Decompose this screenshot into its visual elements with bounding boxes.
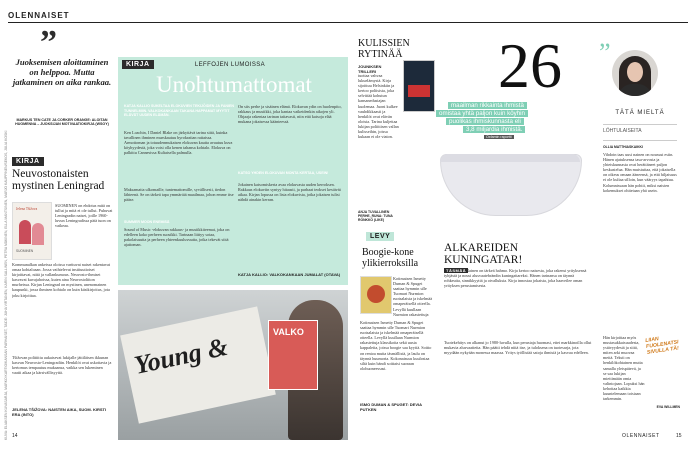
levy-credit: ISMO DUMAN & SPUGET: DEVIA PUTKEN — [360, 402, 422, 412]
underwear-image — [430, 150, 590, 224]
columnist-signoff: EVA WILLMEN — [656, 405, 680, 409]
columnist-section-title: TÄTÄ MIELTÄ — [615, 110, 665, 116]
quote-attribution: MARKUS TEN CATE JA CORKER ORANGE: ALOITAN HUOMENNA – JUOKSIJAN MOTIVAATIOKIRJA (WSOY) — [15, 118, 109, 127]
photo-credit-vertical: KUVA: ELIAKSEN KUVASARJA, MARKO KARTIO/KANSAN PARHAISET, TAIDE: JUHA VIRTANEN, KARIN SALLINEN, PETRA MÄKINEN, ELLA MANTSINEN, MARJO KAUPPINEN/SEKOS, JULIA KOSKI — [4, 130, 8, 440]
underwear-waistband — [440, 154, 580, 162]
main-article-col1b: Maksamatta ulkomaille, tuntemattomille, syvällisesti, tiedon lähteenä. Se on tärkeä tapa ymmärtää maailmaa, johon emme itse pääse. — [124, 187, 234, 203]
album-cover-art — [367, 285, 385, 303]
stat-line-1: maailman rikkainta ihmistä — [448, 102, 527, 109]
columnist-quote-mark: ” — [599, 38, 611, 67]
header-rule — [8, 22, 688, 23]
pull-quote: Juoksemisen aloittaminen on helppoa. Mutta jatkaminen on aika rankaa. — [12, 57, 112, 87]
kulissien-credit: ANJA TUVALLINEN PERHE, RUNA: TUNA RÖNKKÖ (LIKE) — [358, 210, 393, 223]
kirja-tag-left: KIRJA — [12, 157, 44, 166]
main-article-kicker: LEFFOJEN LUMOISSA — [194, 62, 266, 68]
alkareiden-text: Nainen on tärkeä hahmo. Kirja kertoo naisesta, joka rakensi yrityksensä tyhjästä ja nousi alusvaatebrändin kuningattareksi. Hänen tarinansa on täynnä rohkeutta, sinnikkyyttä ja oivalluksia. Kirja innostaa jokaista, joka haaveilee oman yrityksen perustamisesta. — [444, 268, 587, 289]
book-cover-kulissien — [403, 60, 435, 112]
alkareiden-tag: TÄSMÄÄ — [446, 268, 467, 273]
page-number-left: 14 — [12, 433, 18, 439]
stat-number: 26 — [498, 30, 562, 101]
kulissien-text: tuottaa vahvaa lukuelämystä. Kirja sijoittuu Helsinkiin ja kertoo poliisista, joka selvittää kohutun kansanedustajan kuolemaa. Juoni kulkee vauhdikkaasti ja henkilöt ovat elävän oloisia. Tarina kuljettaa lukijan poliittisen vallan kulisseihin, joissa kukaan ei ole viaton. — [358, 73, 399, 140]
main-article-col2-subhead: KATSO YHDEN ELOKUVAN MONTA KERTAA, USEIN! — [238, 171, 329, 175]
columnist-rule-2 — [603, 140, 677, 141]
book-cover-figure-2 — [32, 223, 44, 245]
page-number-right: 15 — [676, 433, 682, 439]
book-cover-subtitle: SUOMINEN — [16, 249, 34, 253]
underwear-shape — [440, 154, 582, 216]
book-cover-figure — [19, 220, 31, 244]
columnist-name: OLLIA MATTHIASKAIKKI — [603, 145, 643, 149]
kulissien-cover-accent — [408, 85, 430, 97]
stat-line-3: puolikas ihmiskunnasta eli — [446, 118, 524, 125]
alkareiden-text-2: Tuotekehitys on alkanut jo 1980-luvulla, kun perustaja huomasi, ettei markkinoilla ollut mukavia alusvaatteita. Hän päätti tehdä niitä itse, ja tuloksena on tuotesarja, jota myydään nykyään monessa maassa. Yritys työllistää satoja ihmisiä ja kasvaa edelleen. — [444, 340, 592, 356]
columnist-face — [627, 62, 643, 82]
main-article-col2: On siis perhe ja sisäinen elämä. Elokuvan ydin on huolenpito, rakkaus ja musiikki, joka kantaa vaikeidenkin aikojen yli. Ohjaaja rakentaa tarinan taitavasti, niin että katsoja elää mukana jokaisessa käänteessä. — [238, 104, 342, 125]
columnist-text-2: Hän kirjoittaa myös mustasukkaisuudesta, ystävyydestä ja siitä, miten arki muovaa meitä. Teksti on henkilökohtainen mutta samalla yleispätevä, ja se saa lukijan miettimään omia valintojaan. Lopuksi hän kehottaa kaikkia kuuntelemaan toisiaan tarkemmin. — [603, 335, 645, 402]
main-article-col2b: Jokainen katsomiskerta avaa elokuvasta uuden kerroksen. Rakkaus elokuviin syntyy hitaasti, ja parhaat teokset kestävät aikaa. Kirjan lopussa on lista elokuvista, jotka jokaisen tulisi nähdä ainakin kerran. — [238, 182, 341, 203]
book-cover-naisten-aika — [12, 202, 52, 260]
main-article-title: Unohtumattomat — [156, 72, 312, 97]
levy-tag: LEVY — [366, 232, 394, 241]
kulissien-sub: JOUNIKSEN TRILLERI — [358, 64, 382, 74]
book-cover-author: Jelena Tšižova — [16, 207, 38, 211]
main-article-lead: KATJA KALLIO SUKELTAA ELOKUVIEN TEKIJÖIDEN JA FANIEN TUNNELMIIN. VALKOKANKAAN TAKANA HAPPAMAT MYYTIT ELÄVÄT UUDEN ELÄMÄN. — [124, 104, 235, 118]
kulissien-heading: KULISSIEN RYTINÄÄ — [358, 38, 410, 60]
columnist-callout: LIIAN FUOLENATSI SIVULLA TÄ! — [644, 336, 680, 357]
quote-mark: ” — [40, 24, 57, 61]
kirja-left-body-2: Tšižovan politiittu aukaisevat lukijalle jättiläisen ikkunan kasvun Neuvosto-Leningradiin. Henkilöt ovat uskottavia ja kertomus tempautuu mukaansa, vaikka sen lukeminen vaatii aikaa ja kärsivällisyyttä. — [12, 355, 112, 376]
kirja-left-credit: JELENA TŠIŽOVA: NAISTEN AIKA, SUOM. KIRSTI ERA (INTO) — [12, 407, 107, 417]
main-article-credit: KATJA KALLIO: VALKOKANKAAN JUMALAT (OTAVA) — [238, 272, 341, 277]
kirja-left-body: Kommunalkan ankeissa oloissa varttuvat naiset rakentavat omaa kohtaloaan. Jossa vaihtelevat instituutioiset kirjoittavat, niitä ja vallankumous. Neuvosto-ihmiset kasvavat kuvajahoissa, kuten aina Neuvostoliiton murheissa. Kirjan Leningrad on mystinen, unenomainen kaupunki, jossa ihmisen kohtalo on kuin käsikirjoitus, jota joku kirjoittaa. — [12, 262, 111, 298]
stat-source: Oxfamin raportti — [486, 135, 512, 139]
valko-cover-title: VALKO — [273, 327, 304, 337]
levy-title: Boogie-kone ylikierroksilla — [362, 247, 419, 269]
main-article-col1-subhead: SUMMER MOON ENEMISÄ — [124, 220, 170, 224]
kirja-left-lead: SUOMINEN on ehdotus mitä on tullut ja mitä ei ole tullut. Puhuvat Leningradin naiset, joille 1960-luvun Leningradissa pätä tuon on vaikeaa. — [55, 203, 113, 229]
book-cover-valko — [268, 320, 318, 390]
protest-photo — [118, 290, 348, 440]
columnist-text: Vihdoin taas uusi nainen on noussut esiin. Hänen ajatuksensa tasa-arvosta ja yhteiskunnasta ovat herättäneet paljon keskustelua. Hän muistuttaa, että jokaisella on oikeus omaan ääneensä, ja että hiljaisuus ei ole kultaa silloin, kun vääryys tapahtuu. Kolumnissaan hän pohtii, miksi naisten kokemukset ohitetaan yhä usein. — [603, 152, 677, 193]
levy-text: Kotimaisen Ismetty Duman & Spuget saattaa hymmin ulle Tuomari Nurmion ruotsalaista ja iskelmää omaperäisellä otteella. Levyllä kuullaan Nurmion rakastettuja — [393, 276, 433, 317]
kirja-left-title: Neuvostonaisten mystinen Leningrad — [12, 168, 105, 192]
stat-line-2: omistaa yhtä paljon kuin köyhin — [436, 110, 528, 117]
banner-graffiti: Young & — [131, 331, 231, 380]
columnist-subtitle: LÖHTULAISEITA — [603, 128, 642, 134]
levy-text-cont: Kotimaisen Ismetty Duman & Spuget saattaa hymmin ulle Tuomari Nurmion ruotsalaista ja iskelmää omaperäisellä otteella. Levyllä kuullaan Nurmion rakastettuja klassikoita sekä uusia kappaleita, joissa boogie saa kyytiä. Soitto on rentoa mutta täsmällistä, ja laulu on täynnä huumoria. Kokonaisuus kuulostaa siltä kuin bändi soittaisi suoraan olohuoneessasi. — [360, 320, 432, 371]
main-article-col1: Ken Loachin, I Daniel Blake on järkyttävä tarina siitä, kuinka tavallinen ihminen murskautuu byrokratian rattaissa. Armottoman ja totuudenmukaisen elokuvan kautta avautuu kuva köyhyydestä, joka voisi olla kenen tahansa kohtalo. Elokuva on palkittu Cannesissa Kultaisella palmulla. — [124, 130, 233, 156]
section-header: OLENNAISET — [8, 11, 70, 20]
columnist-rule — [603, 124, 677, 125]
columnist-photo — [612, 50, 658, 96]
stat-line-4: 3,8 miljardia ihmistä. — [463, 126, 525, 133]
footer-right-section: OLENNAISET — [622, 433, 660, 439]
alkareiden-title: ALKAREIDEN KUNINGATAR! — [444, 242, 523, 266]
main-article-col1c: Sound of Music -elokuvan rakkaus- ja musiikkiteemat, joka on edelleen koko perheen suosikki. Tarinaan liittyy sotaa, pakolaisuutta ja perheen yhteenkuuluvuutta, jotka tekevät siitä ajattoman. — [124, 227, 230, 248]
levy-album-cover — [360, 276, 392, 314]
kirja-tag-main: KIRJA — [122, 60, 154, 69]
protest-banner — [120, 306, 276, 423]
